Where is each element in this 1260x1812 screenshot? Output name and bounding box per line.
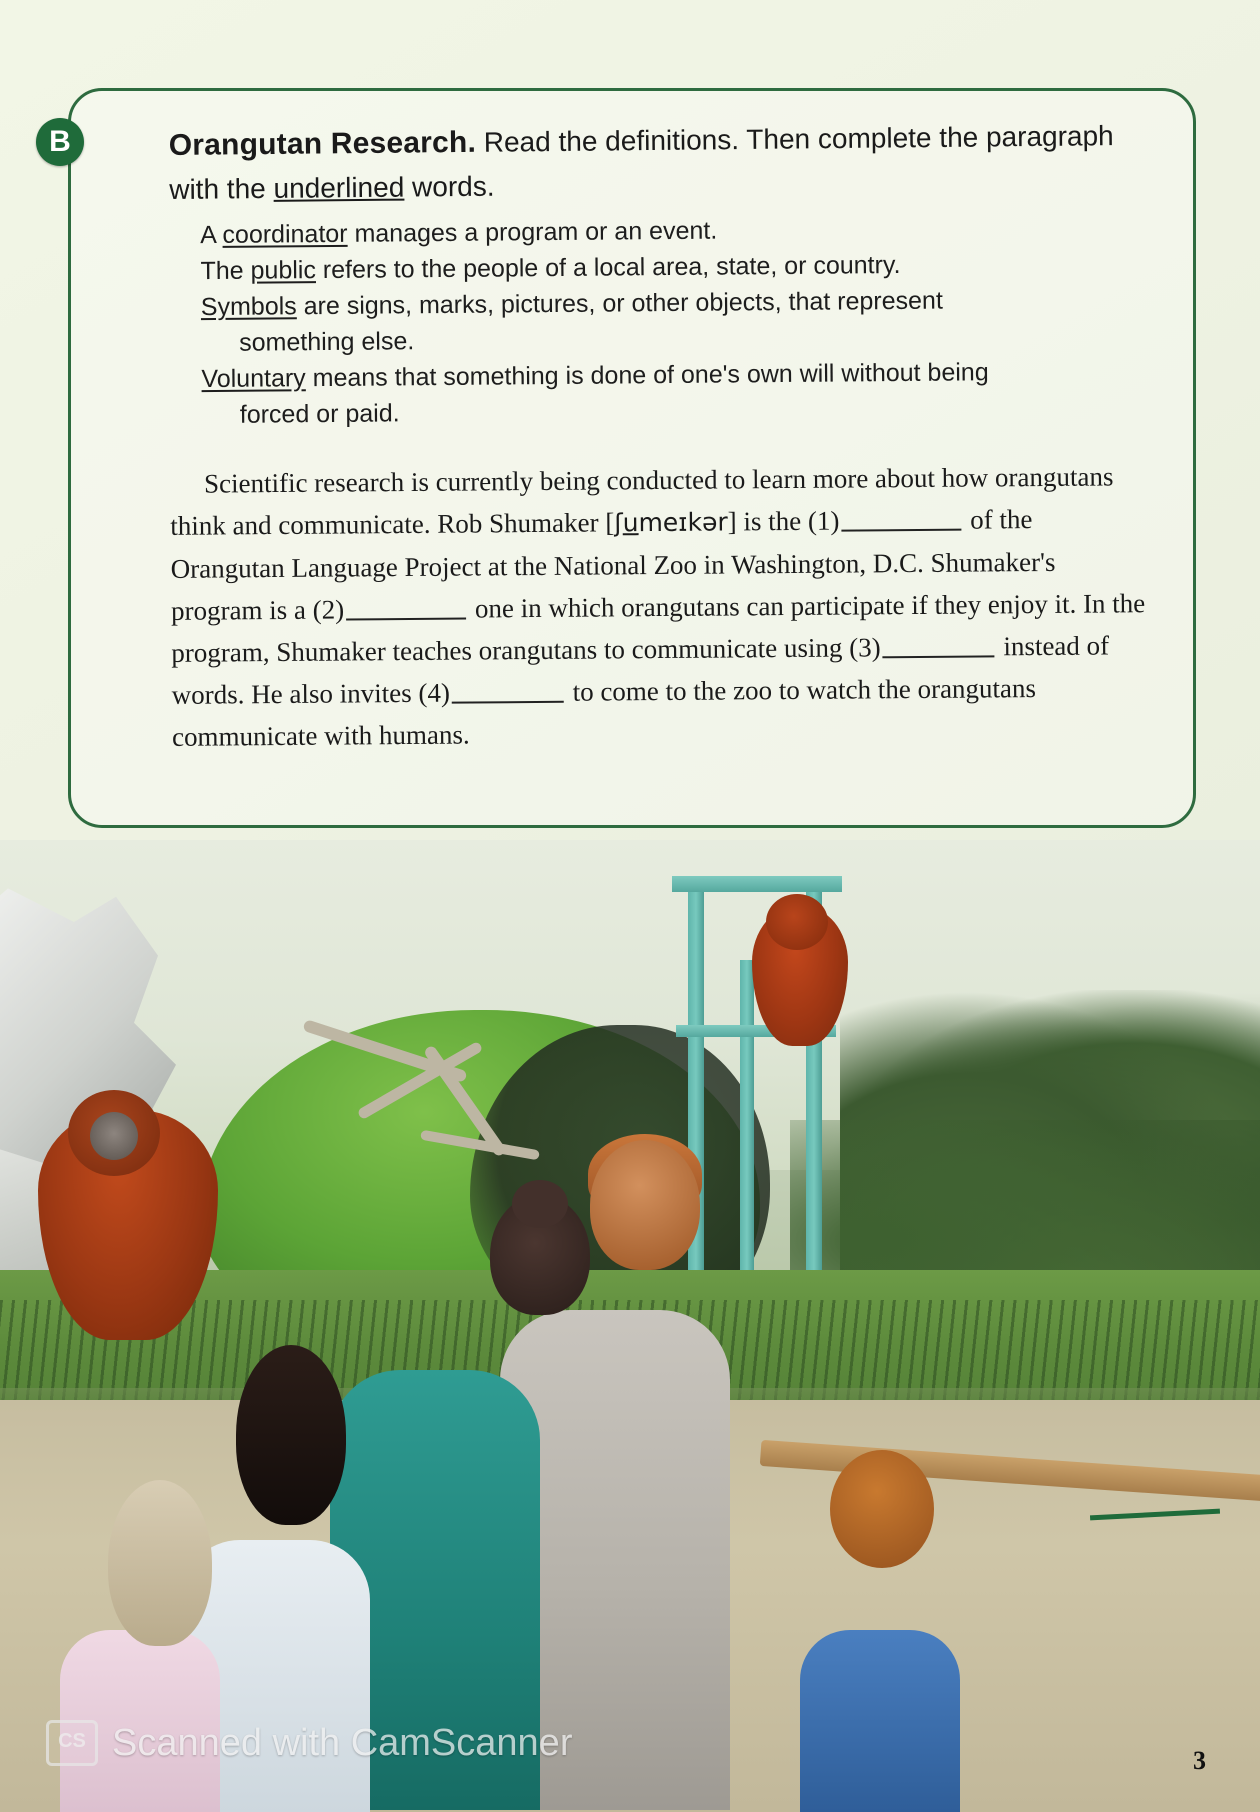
answer-blank-1[interactable] (841, 509, 961, 532)
definitions-list (200, 209, 1142, 433)
camscanner-watermark (46, 1720, 572, 1766)
exercise-title: Orangutan Research. (168, 125, 477, 163)
answer-blank-3[interactable] (883, 635, 995, 658)
orangutan-on-tower-head (766, 894, 828, 950)
definition-after: manages a program or an event. (347, 216, 718, 248)
exercise-badge-b: B (36, 118, 84, 166)
definition-after: means that something is done of one's own will without being (305, 358, 989, 393)
climbing-tower-beam (672, 876, 842, 892)
visitor-boy-body (800, 1630, 960, 1812)
exercise-instructions-underlined: underlined (273, 171, 405, 204)
visitor-child-head (108, 1480, 212, 1646)
visitor-boy-head (830, 1450, 934, 1568)
exercise-instructions-part2: words. (404, 170, 495, 203)
paragraph-segment-2: ] is the (1) (727, 505, 840, 537)
paragraph-segment-4: one in which orangutans can participate if they enjoy it. In the program, Shumaker teaches orangutans to communicate using (3) (171, 588, 1146, 668)
visitor-woman-bun (512, 1180, 568, 1228)
climbing-tower-post (688, 880, 704, 1320)
cloze-paragraph (170, 455, 1152, 758)
camscanner-watermark-text: Scanned with CamScanner (112, 1721, 573, 1764)
definition-after: refers to the people of a local area, state, or country. (315, 250, 901, 285)
ipa-post: meɪkər (638, 507, 728, 538)
definition-word: public (250, 256, 317, 285)
definition-before: The (200, 256, 251, 286)
ipa-transcription (614, 507, 728, 537)
paragraph-segment-5: instead of words. He also invites (4) (171, 630, 1110, 710)
ipa-underlined: u (622, 508, 639, 538)
zoo-illustration (0, 840, 1260, 1812)
exercise-card (68, 88, 1196, 828)
answer-blank-2[interactable] (346, 598, 466, 621)
page-number: 3 (1193, 1746, 1206, 1775)
paragraph-segment-6: to come to the zoo to watch the orangutans communicate with humans. (171, 673, 1037, 752)
definition-word: Voluntary (201, 364, 306, 394)
definition-before: A (200, 220, 223, 250)
definition-after: are signs, marks, pictures, or other objects, that represent (296, 286, 943, 321)
ipa-pre: ʃ (614, 508, 623, 538)
paragraph-segment-1: Scientific research is currently being conducted to learn more about how orangutans think and communicate. Rob Shumaker [ (170, 461, 1114, 541)
paragraph-segment-3: of the Orangutan Language Project at the National Zoo in Washington, D.C. Shumaker's program is a (2) (170, 504, 1056, 626)
exercise-instructions-part1: Read the definitions. Then complete the paragraph with the (169, 120, 1114, 206)
answer-blank-4[interactable] (452, 681, 564, 704)
visitor-man-head (590, 1140, 700, 1270)
orangutan-face (90, 1112, 138, 1160)
definition-word: coordinator (222, 219, 348, 249)
definition-continuation: forced or paid. (239, 399, 400, 429)
exercise-heading (169, 114, 1130, 212)
definition-word: Symbols (200, 292, 297, 322)
definition-continuation: something else. (239, 327, 415, 357)
visitor-girl-head (236, 1345, 346, 1525)
camscanner-logo-icon: CS (46, 1720, 98, 1766)
